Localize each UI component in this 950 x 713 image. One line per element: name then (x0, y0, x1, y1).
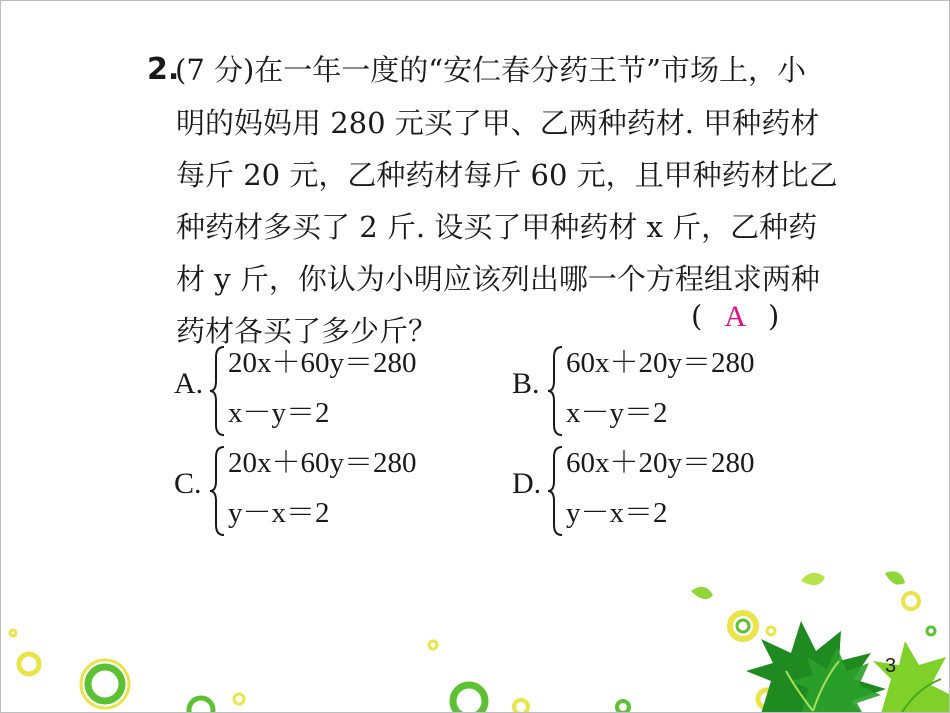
leaf-icon (801, 573, 825, 585)
left-brace-icon (208, 345, 228, 437)
option-b-label: B. (512, 367, 540, 400)
question-line-6: 药材各买了多少斤？ (176, 314, 438, 348)
option-d-label: D. (512, 467, 542, 500)
left-brace-icon (546, 345, 566, 437)
option-a-equation-2: x－y＝2 (228, 397, 330, 429)
answer-open-paren: ( (691, 299, 703, 333)
option-a-label: A. (174, 367, 204, 400)
option-c-label: C. (174, 467, 202, 500)
option-d-equation-2: y－x＝2 (566, 497, 668, 529)
decorative-rings-and-leaves (1, 561, 950, 713)
page-number: 3 (885, 655, 897, 677)
question-line-1: (7 分)在一年一度的“安仁春分药王节”市场上，小 (175, 53, 806, 87)
option-d-equation-1: 60x＋20y＝280 (566, 447, 755, 479)
option-c-equation-1: 20x＋60y＝280 (228, 447, 417, 479)
question-number: 2. (147, 52, 180, 87)
answer-bracket (691, 291, 779, 342)
question-line-5: 材 y 斤，你认为小明应该列出哪一个方程组求两种 (176, 262, 820, 296)
question-line-4: 种药材多买了 2 斤. 设买了甲种药材 x 斤，乙种药 (176, 210, 818, 244)
option-b-equation-1: 60x＋20y＝280 (566, 347, 755, 379)
answer-close-paren: ) (768, 299, 780, 333)
leaf-icon (885, 571, 905, 584)
option-c-equation-2: y－x＝2 (228, 497, 330, 529)
option-b-equation-2: x－y＝2 (566, 397, 668, 429)
left-brace-icon (546, 445, 566, 537)
answer-letter: A (724, 300, 746, 333)
question-line-2: 明的妈妈用 280 元买了甲、乙两种药材. 甲种药材 (176, 106, 820, 140)
option-a-equation-1: 20x＋60y＝280 (228, 347, 417, 379)
left-brace-icon (208, 445, 228, 537)
leaf-icon (691, 587, 713, 599)
question-line-3: 每斤 20 元，乙种药材每斤 60 元，且甲种药材比乙 (176, 158, 838, 192)
